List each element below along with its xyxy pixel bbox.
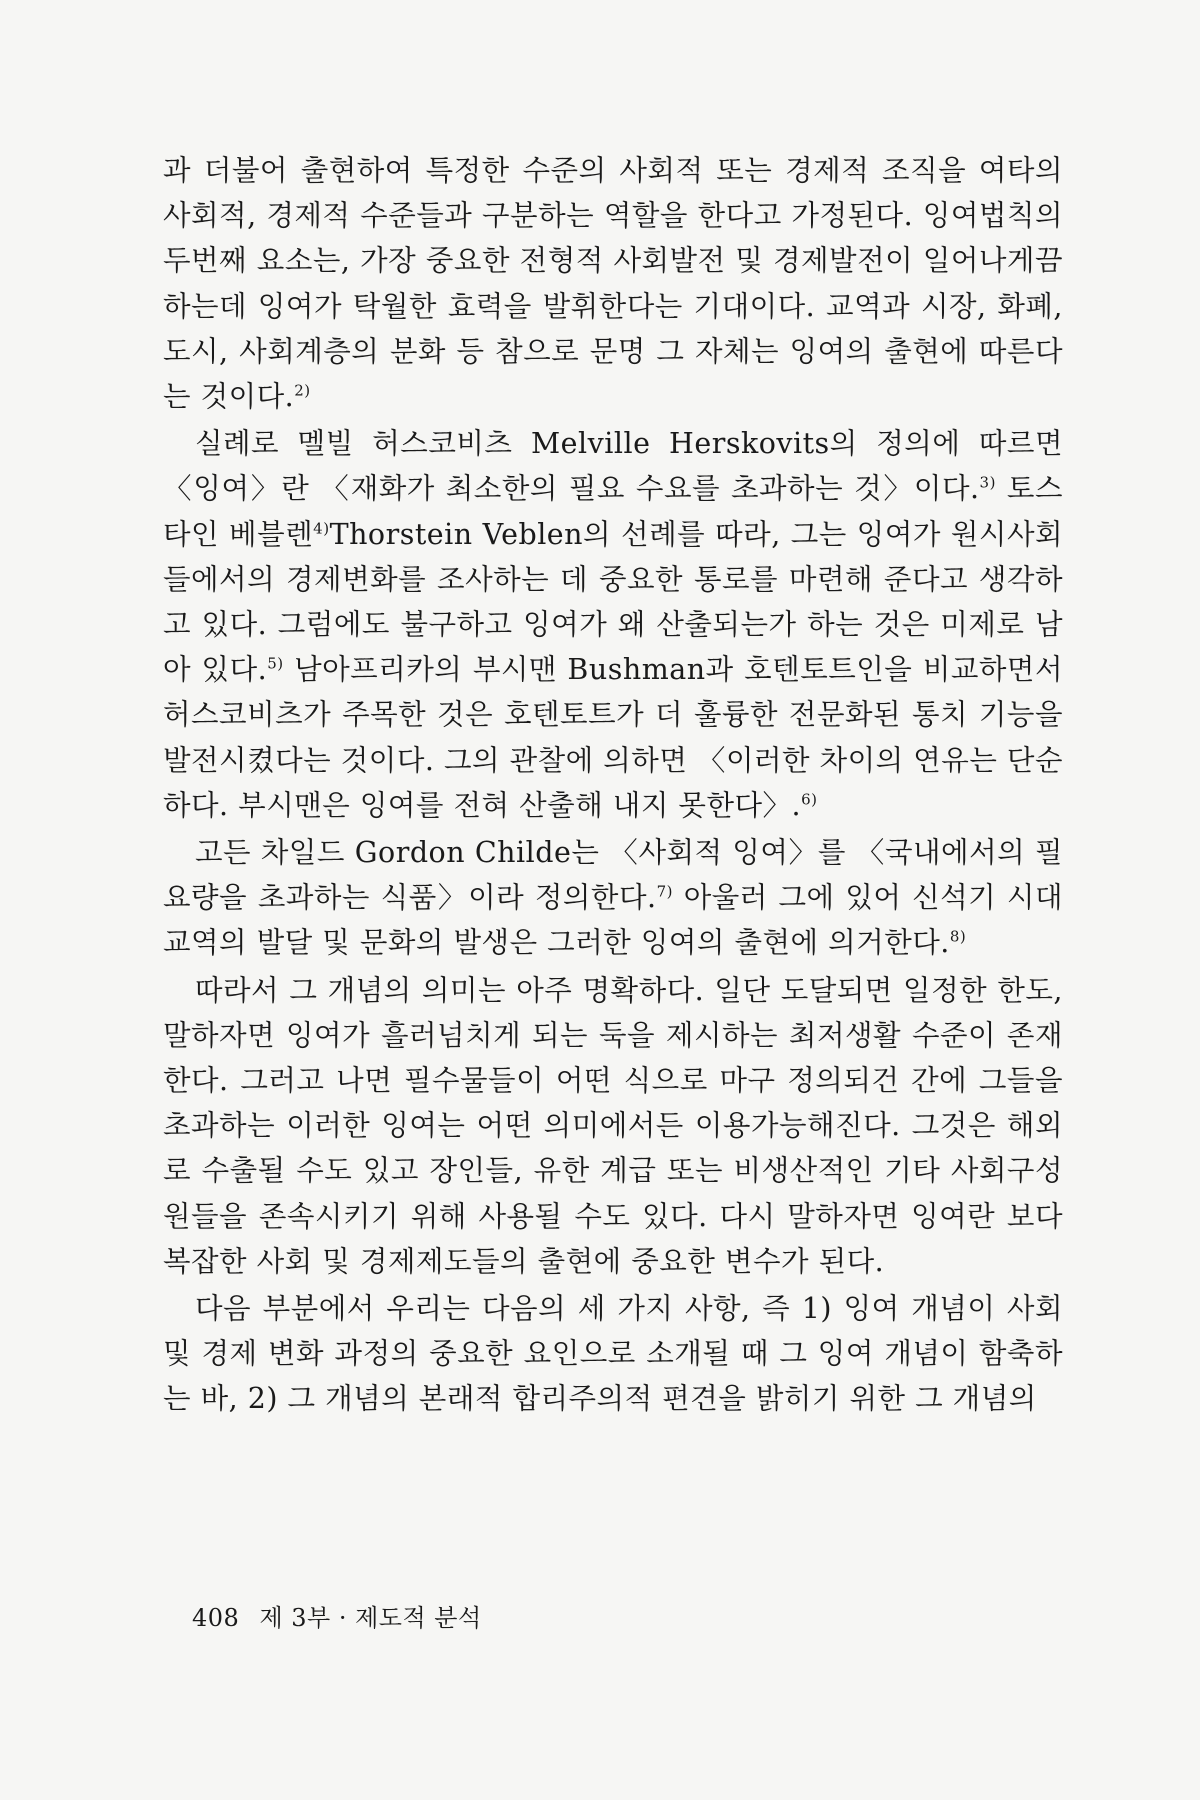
text-run: 남아프리카의 부시맨 Bushman과 호텐토트인을 비교하면서 허스코비츠가 주목한 것은 호텐토트가 더 훌륭한 전문화된 통치 기능을 발전시켰다는 것이다. 그의 관찰에 의하면 〈이러한 차이의 연유는 단순하다. 부시맨은 잉여를 전혀 산출해 내지 못한다〉. (163, 653, 1063, 822)
footnote-marker: 6) (801, 790, 818, 809)
footnote-marker: 2) (294, 381, 311, 400)
footnote-marker: 3) (979, 473, 996, 492)
paragraph (163, 968, 1063, 1284)
paragraph (163, 148, 1063, 419)
page-footer (192, 1598, 482, 1633)
page-number: 408 (192, 1604, 240, 1632)
running-section-title: 제 3부 · 제도적 분석 (259, 1604, 482, 1632)
text-run: 토스타인 베블렌 (163, 472, 1063, 551)
text-run: 고든 차일드 Gordon Childe는 〈사회적 잉여〉를 〈국내에서의 필요량을 초과하는 식품〉이라 정의한다. (163, 836, 1063, 915)
footnote-marker: 5) (267, 654, 284, 673)
text-run: 실례로 멜빌 허스코비츠 Melville Herskovits의 정의에 따르면 〈잉여〉란 〈재화가 최소한의 필요 수요를 초과하는 것〉이다. (163, 427, 1063, 506)
footnote-marker: 8) (949, 927, 967, 946)
paragraph (163, 421, 1063, 828)
paragraph (163, 1286, 1063, 1422)
paragraph (163, 830, 1063, 966)
text-run: 따라서 그 개념의 의미는 아주 명확하다. 일단 도달되면 일정한 한도, 말하자면 잉여가 흘러넘치게 되는 둑을 제시하는 최저생활 수준이 존재한다. 그러고 나면 필수물들이 어떤 식으로 마구 정의되건 간에 그들을 초과하는 이러한 잉여는 어떤 의미에서든 이용가능해진다. 그것은 해외로 수출될 수도 있고 장인들, 유한 계급 또는 비생산적인 기타 사회구성원들을 존속시키기 위해 사용될 수도 있다. 다시 말하자면 잉여란 보다 복잡한 사회 및 경제제도들의 출현에 중요한 변수가 된다. (163, 973, 1063, 1278)
text-run: 다음 부분에서 우리는 다음의 세 가지 사항, 즉 1) 잉여 개념이 사회 및 경제 변화 과정의 중요한 요인으로 소개될 때 그 잉여 개념이 함축하는 바, 2) 그 개념의 본래적 합리주의적 편견을 밝히기 위한 그 개념의 (163, 1292, 1063, 1416)
text-run: 과 더불어 출현하여 특정한 수준의 사회적 또는 경제적 조직을 여타의 사회적, 경제적 수준들과 구분하는 역할을 한다고 가정된다. 잉여법칙의 두번째 요소는, 가장 중요한 전형적 사회발전 및 경제발전이 일어나게끔 하는데 잉여가 탁월한 효력을 발휘한다는 기대이다. 교역과 시장, 화폐, 도시, 사회계층의 분화 등 참으로 문명 그 자체는 잉여의 출현에 따른다는 것이다. (163, 154, 1063, 414)
footnote-marker: 4) (313, 519, 330, 538)
text-run: 아울러 그에 있어 신석기 시대 교역의 발달 및 문화의 발생은 그러한 잉여의 출현에 의거한다. (163, 881, 1063, 960)
footnote-marker: 7) (656, 882, 673, 901)
body-text (163, 148, 1063, 1424)
text-run: Thorstein Veblen의 선례를 따라, 그는 잉여가 원시사회들에서의 경제변화를 조사하는 데 중요한 통로를 마련해 준다고 생각하고 있다. 그럼에도 불구하고 잉여가 왜 산출되는가 하는 것은 미제로 남아 있다. (163, 517, 1064, 687)
